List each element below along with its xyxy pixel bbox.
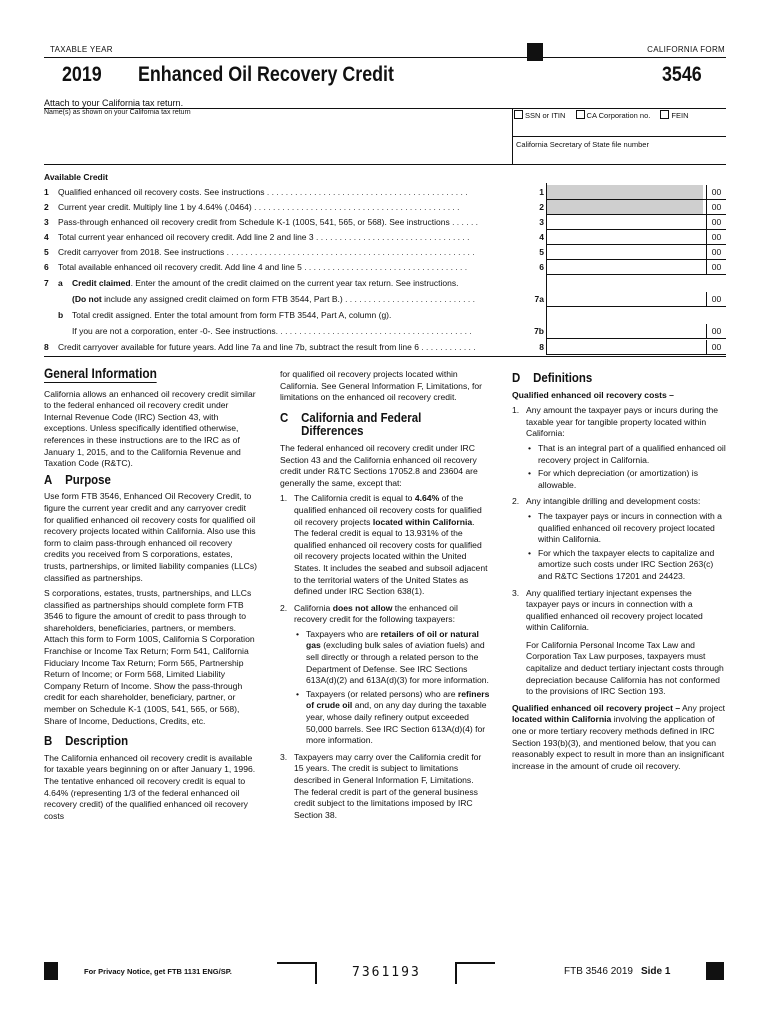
cents: 00 — [706, 230, 726, 245]
line-text: Total available enhanced oil recovery credit. Add line 4 and line 5 — [58, 262, 302, 272]
line-2: 2 Current year credit. Multiply line 1 by 4.64% (.0464) . . . . . . . . . . . . . . . . . . . . . . . . . . . . . . . . . . . . . . . . . . . . 2 — [44, 200, 544, 215]
description-heading: B Description — [44, 733, 129, 749]
line-text: Credit carryover available for future years. Add line 7a and line 7b, subtract the result from line 6 — [58, 342, 419, 352]
fein-label: FEIN — [671, 111, 689, 120]
line-text: Total credit assigned. Enter the total amount from form FTB 3544, Part A, column (g). — [72, 310, 392, 320]
scan-corner-mark — [455, 962, 495, 984]
ssn-checkbox[interactable] — [514, 110, 523, 119]
sos-file-number-label: California Secretary of State file number — [516, 140, 649, 149]
line-number: 5 — [44, 247, 49, 257]
difference-item-1: 1. The California credit is equal to 4.64% of the qualified enhanced oil recovery costs for qualified oil recovery projects located within California. The federal credit is equal to 13.931% of the qualified enhanced oil recovery costs for qualified oil recovery projects located within the United States. It includes the seabed and subsoil adjacent to the territorial waters of the United States as defined under IRC Section 638(1). — [280, 493, 488, 597]
california-form-label: CALIFORNIA FORM — [647, 45, 725, 54]
line-number: 7 — [44, 278, 49, 288]
general-information-heading: General Information — [44, 366, 157, 381]
differences-heading: C California and Federal — [280, 409, 422, 425]
line-7b-amount[interactable] — [546, 324, 726, 339]
ca-corp-checkbox[interactable] — [576, 110, 585, 119]
cents: 00 — [706, 340, 726, 355]
scan-corner-mark — [277, 962, 317, 984]
tertiary-injectant-paragraph: For California Personal Income Tax Law and Corporation Tax Law purposes, taxpayers must capitalize and deduct tertiary injectant costs through depreciation because California has not conformed to the provisions of IRC Section 193. — [526, 639, 724, 697]
line-7b-intro — [44, 308, 544, 323]
line-ref: 5 — [539, 247, 544, 257]
line-text: Qualified enhanced oil recovery costs. See instructions — [58, 187, 265, 197]
line-1-amount[interactable] — [546, 185, 726, 200]
differences-heading-line-2: Differences — [301, 423, 364, 439]
line-6: 6 Total available enhanced oil recovery credit. Add line 4 and line 5 . . . . . . . . . . . . . . . . . . . . . . . . . . . . . . . . . . . 6 — [44, 260, 544, 275]
purpose-paragraph-1: Use form FTB 3546, Enhanced Oil Recovery Credit, to figure the current year credit and any carryover credit for qualified enhanced oil recovery costs for qualified oil recovery projects located within California. Also use this form to claim pass-through enhanced oil recovery credits you received from S corporations, estates, trusts, partnerships, or limited liability companies (LLCs) classified as partnerships. — [44, 491, 258, 583]
line-6-amount[interactable] — [546, 260, 726, 275]
line-5: 5 Credit carryover from 2018. See instructions . . . . . . . . . . . . . . . . . . . . . . . . . . . . . . . . . . . . . . . . . . . . . . . . . . . . . 5 — [44, 245, 544, 260]
cents: 00 — [706, 215, 726, 230]
refiners-bullet: • Taxpayers (or related persons) who are refiners of crude oil and, on any day during the taxable year, whose daily refinery output exceeded 50,000 barrels. See IRC Section 613A(d)(4) for more information. — [294, 689, 490, 747]
column-3 — [512, 368, 726, 776]
amount-column-left-rule — [546, 183, 547, 355]
line-4-amount[interactable] — [546, 230, 726, 245]
c-continuation-paragraph: for qualified oil recovery projects located within California. See General Information F, Limitations, for limitations on the enhanced oil recovery credit. — [280, 369, 483, 403]
cents: 00 — [706, 324, 726, 339]
line-number: 3 — [44, 217, 49, 227]
line-8: 8 Credit carryover available for future years. Add line 7a and line 7b, subtract the result from line 6 . . . . . . . . . . . . 8 — [44, 340, 544, 355]
sos-top-rule — [512, 136, 726, 137]
cents: 00 — [706, 245, 726, 260]
line-sub: b — [58, 310, 64, 320]
qualified-costs-heading: Qualified enhanced oil recovery costs – — [512, 389, 674, 400]
cents: 00 — [706, 260, 726, 275]
purpose-paragraph-2: S corporations, estates, trusts, partnerships, and LLCs classified as partnerships should complete form FTB 3546 to figure the amount of credit to pass through to shareholders, beneficiaries, partners, or members. Attach this form to Form 100S, California S Corporation Franchise or Income Tax Return; Form 541, California Fiduciary Income Tax Return; Form 565, Partnership Return of Income; or Form 568, Limited Liability Company Return of Income. Show the pass-through credit for each shareholder, beneficiary, partner, or member on Schedule K-1 (100S, 541, 565, or 568), Share of Income, Deductions, Credits, etc. — [44, 588, 255, 726]
form-number: 3546 — [662, 63, 702, 86]
cents: 00 — [706, 185, 726, 200]
costs-item-2: 2. Any intangible drilling and development costs: • The taxpayer pays or incurs in connection with a qualified enhanced oil recovery project located within California. • For which the taxpayer elects to capitalize and amortize such costs under IRC Section 263(c) and R&TC Sections 17201 and 24423. — [512, 496, 726, 582]
line-ref: 8 — [539, 342, 544, 352]
line-text: Total current year enhanced oil recovery credit. Add line 2 and line 3 — [58, 232, 314, 242]
id-type-checkboxes — [514, 110, 697, 120]
tax-year: 2019 — [62, 63, 102, 86]
line-3: 3 Pass-through enhanced oil recovery credit from Schedule K-1 (100S, 541, 565, or 568). See instructions . . . . . . 3 — [44, 215, 544, 230]
privacy-notice: For Privacy Notice, get FTB 1131 ENG/SP. — [84, 967, 232, 976]
line-7a: (Do not include any assigned credit claimed on form FTB 3544, Part B.) . . . . . . . . . . . . . . . . . . . . . . . . . . . . 7a — [44, 292, 544, 307]
available-credit-heading: Available Credit — [44, 172, 108, 182]
costs-item-1: 1. Any amount the taxpayer pays or incurs during the taxable year for tangible property located within California: • That is an integral part of a qualified enhanced oil recovery project in California. • For which depreciation (or amortization) is allowable. — [512, 405, 726, 491]
costs-item-2-bullet-2: • For which the taxpayer elects to capitalize and amortize such costs under IRC Section 263(c) and R&TC Sections 17201 and 24423. — [526, 548, 726, 583]
table-bottom-rule — [44, 356, 726, 357]
line-text: include any assigned credit claimed on form FTB 3544, Part B.) — [101, 294, 343, 304]
line-text-bold: Credit claimed — [72, 278, 131, 288]
line-text: Current year credit. Multiply line 1 by 4.64% (.0464) — [58, 202, 252, 212]
line-ref: 7a — [534, 294, 544, 304]
qualified-project-paragraph: Qualified enhanced oil recovery project – Any project located within California involving the application of one or more tertiary recovery methods defined in IRC Section 193(b)(3), and mentioned below, that you can reasonably expect to result in more than an insignificant increase in the amount of crude oil recovery. — [512, 702, 726, 771]
line-ref: 6 — [539, 262, 544, 272]
difference-item-3: 3. Taxpayers may carry over the California credit for 15 years. The credit is subject to limitations described in General Information F, Limitations. The federal credit is part of the general business credit subject to the limitations imposed by IRC Section 38. — [280, 751, 482, 820]
barcode-number: 7361193 — [352, 965, 421, 980]
line-7a-amount[interactable] — [546, 292, 726, 307]
line-sub: a — [58, 278, 63, 288]
line-5-amount[interactable] — [546, 245, 726, 260]
registration-mark — [706, 962, 724, 980]
cents: 00 — [706, 200, 726, 215]
costs-item-1-bullet-1: • That is an integral part of a qualified enhanced oil recovery project in California. — [526, 443, 726, 466]
names-field-label: Name(s) as shown on your California tax return — [44, 109, 191, 116]
line-number: 8 — [44, 342, 49, 352]
column-2 — [280, 369, 490, 826]
line-ref: 7b — [534, 326, 544, 336]
line-text-bold: (Do not — [72, 294, 102, 304]
line-text: Credit carryover from 2018. See instructions — [58, 247, 225, 257]
column-1 — [44, 368, 258, 826]
definitions-heading: D Definitions — [512, 370, 593, 385]
line-7b: If you are not a corporation, enter -0-. See instructions. . . . . . . . . . . . . . . . . . . . . . . . . . . . . . . . . . . . . . . . . . 7b — [44, 324, 544, 339]
retailers-bullet: • Taxpayers who are retailers of oil or natural gas (excluding bulk sales of aviation fuels) and sell directly or through a related person to the Department of Defense. See IRC Sections 613A(d)(2) and 613A(d)(3) for more information. — [294, 629, 490, 687]
fein-checkbox[interactable] — [660, 110, 669, 119]
line-number: 2 — [44, 202, 49, 212]
line-ref: 3 — [539, 217, 544, 227]
ca-corp-label: CA Corporation no. — [586, 111, 651, 120]
costs-item-2-bullet-1: • The taxpayer pays or incurs in connection with a qualified enhanced oil recovery project located within California. — [526, 511, 726, 546]
line-number: 6 — [44, 262, 49, 272]
form-side-label: FTB 3546 2019 Side 1 — [564, 966, 671, 977]
line-4: 4 Total current year enhanced oil recovery credit. Add line 2 and line 3 . . . . . . . . . . . . . . . . . . . . . . . . . . . . . . . . . 4 — [44, 230, 544, 245]
line-number: 1 — [44, 187, 49, 197]
line-text: Pass-through enhanced oil recovery credit from Schedule K-1 (100S, 541, 565, or 568). See instructions — [58, 217, 450, 227]
header-top-rule — [44, 57, 726, 58]
registration-mark — [44, 962, 58, 980]
attach-instruction: Attach to your California tax return. — [44, 98, 184, 108]
line-2-amount[interactable] — [546, 200, 726, 215]
line-text: . Enter the amount of the credit claimed on the current year tax return. See instructions. — [130, 278, 459, 288]
costs-item-1-bullet-2: • For which depreciation (or amortization) is allowable. — [526, 468, 726, 491]
registration-mark — [527, 43, 543, 61]
purpose-heading: A Purpose — [44, 471, 111, 487]
taxable-year-label: TAXABLE YEAR — [50, 45, 113, 54]
cents: 00 — [706, 292, 726, 307]
ssn-label: SSN or ITIN — [525, 111, 566, 120]
line-7a-intro — [44, 276, 544, 291]
line-text: If you are not a corporation, enter -0-. See instructions — [72, 326, 276, 336]
difference-item-2: 2. California does not allow the enhanced oil recovery credit for the following taxpayers: • Taxpayers who are retailers of oil or natural gas (excluding bulk sales of aviation fuels) and sell directly or through a related person to the Department of Defense. See IRC Sections 613A(d)(2) and 613A(d)(3) for more information. • Taxpayers (or related persons) who are refiners of crude oil and, on any day during the taxable year, whose daily refinery output exceeded 50,000 barrels. See IRC Section 613A(d)(4) for more information. — [280, 603, 490, 747]
line-3-amount[interactable] — [546, 215, 726, 230]
names-bottom-rule — [44, 164, 726, 165]
line-ref: 4 — [539, 232, 544, 242]
line-number: 4 — [44, 232, 49, 242]
differences-intro: The federal enhanced oil recovery credit under IRC Section 43 and the California enhanced oil recovery credit under R&TC Sections 17052.8 and 23604 are generally the same, except that: — [280, 442, 478, 488]
costs-item-3: 3. Any qualified tertiary injectant expenses the taxpayer pays or incurs in connection with a qualified enhanced oil recovery project located within California. For California Personal Income Tax Law and Corporation Tax Law purposes, taxpayers must capitalize and deduct tertiary injectant costs through depreciation because California has not conformed to the provisions of IRC Section 193. — [512, 588, 726, 698]
line-1: 1 Qualified enhanced oil recovery costs. See instructions . . . . . . . . . . . . . . . . . . . . . . . . . . . . . . . . . . . . . . . . . . . 1 — [44, 185, 544, 200]
line-ref: 2 — [539, 202, 544, 212]
gi-paragraph: California allows an enhanced oil recovery credit similar to the federal enhanced oil recovery credit under Internal Revenue Code (IRC) Section 43, with exceptions. Unless specifically identified otherwise, references in these instructions are to the IRC as of January 1, 2015, and to the California Revenue and Taxation Code (R&TC). — [44, 388, 256, 469]
description-paragraph: The California enhanced oil recovery credit is available for taxable years beginning on or after January 1, 1996. The tentative enhanced oil recovery credit is equal to 4.64% (representing 1/3 of the federal enhanced oil recovery credit) of the qualified enhanced oil recovery costs — [44, 752, 256, 821]
line-8-amount[interactable] — [546, 340, 726, 355]
line-ref: 1 — [539, 187, 544, 197]
form-title: Enhanced Oil Recovery Credit — [138, 63, 394, 86]
